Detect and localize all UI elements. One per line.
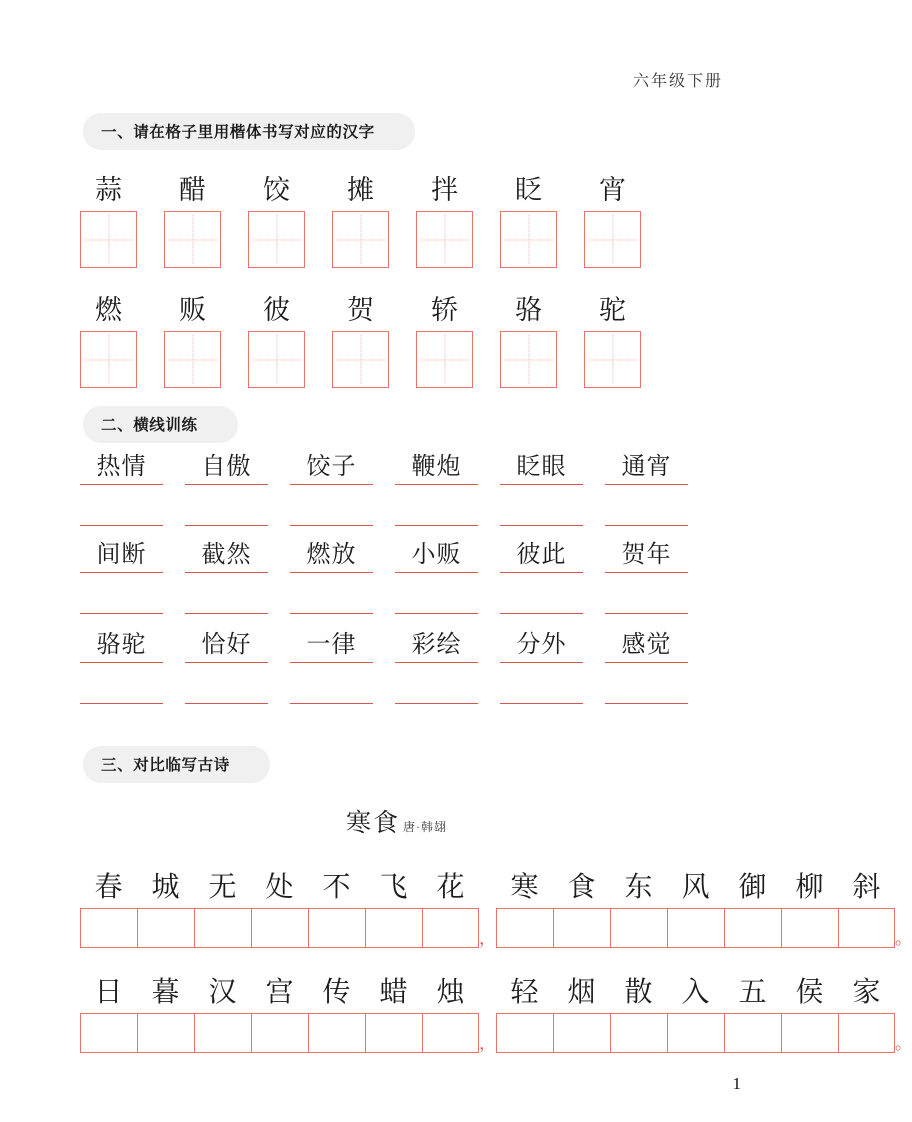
poem-write-cell[interactable] bbox=[667, 908, 724, 948]
word-underline bbox=[185, 484, 268, 485]
blank-cell[interactable] bbox=[290, 613, 373, 614]
blank-underline bbox=[290, 525, 373, 526]
poem-glyph: 飞 bbox=[379, 872, 408, 903]
blank-cell[interactable] bbox=[80, 703, 163, 704]
blank-underline bbox=[500, 703, 583, 704]
tianzige-box[interactable] bbox=[80, 331, 137, 388]
blank-underline bbox=[80, 613, 163, 614]
poem-glyph: 日 bbox=[94, 977, 123, 1008]
word-line-group-2 bbox=[80, 540, 700, 614]
blank-cell[interactable] bbox=[395, 613, 478, 614]
practice-box-row bbox=[80, 211, 641, 268]
word-text: 贺年 bbox=[621, 542, 672, 568]
blank-cell[interactable] bbox=[290, 525, 373, 526]
word-text: 截然 bbox=[201, 542, 252, 568]
tianzige-box[interactable] bbox=[332, 331, 389, 388]
poem-write-cell[interactable] bbox=[365, 908, 422, 948]
section-heading-grid-writing: 一、请在格子里用楷体书写对应的汉字 bbox=[83, 113, 415, 150]
poem-title-block bbox=[0, 803, 793, 839]
tianzige-box[interactable] bbox=[584, 331, 641, 388]
poem-line-1 bbox=[80, 858, 912, 948]
poem-write-cell[interactable] bbox=[496, 1013, 553, 1053]
poem-glyph: 寒 bbox=[510, 872, 539, 903]
poem-glyph: 烟 bbox=[567, 977, 596, 1008]
blank-underline bbox=[605, 525, 688, 526]
poem-glyph-row bbox=[80, 858, 912, 902]
character-cue: 蒜 bbox=[95, 175, 122, 205]
word-underline bbox=[290, 662, 373, 663]
poem-write-cell[interactable] bbox=[724, 908, 781, 948]
poem-write-cell[interactable] bbox=[724, 1013, 781, 1053]
blank-underline bbox=[80, 703, 163, 704]
poem-glyph: 烛 bbox=[436, 977, 465, 1008]
grid-row-group-1 bbox=[80, 162, 641, 268]
word-line-group-3 bbox=[80, 630, 700, 704]
word-text: 一律 bbox=[306, 632, 357, 658]
word-text: 通宵 bbox=[621, 454, 672, 480]
blank-underline bbox=[185, 613, 268, 614]
character-cue: 摊 bbox=[347, 175, 374, 205]
blank-underline bbox=[290, 703, 373, 704]
word-cell bbox=[500, 540, 583, 573]
character-cue: 眨 bbox=[515, 175, 542, 205]
poem-punctuation-period: 。 bbox=[895, 929, 912, 948]
poem-glyph: 蜡 bbox=[379, 977, 408, 1008]
poem-write-cell[interactable] bbox=[781, 1013, 838, 1053]
poem-boxes-first bbox=[80, 908, 479, 948]
poem-title: 寒食 bbox=[345, 810, 400, 837]
word-cell bbox=[80, 540, 163, 573]
poem-write-cell[interactable] bbox=[308, 1013, 365, 1053]
word-underline bbox=[395, 662, 478, 663]
poem-glyph: 家 bbox=[852, 977, 881, 1008]
word-text: 鞭炮 bbox=[411, 454, 462, 480]
word-cell bbox=[395, 452, 478, 485]
word-cell bbox=[185, 540, 268, 573]
word-cell bbox=[290, 540, 373, 573]
tianzige-box[interactable] bbox=[164, 331, 221, 388]
word-cell bbox=[185, 452, 268, 485]
word-cell bbox=[80, 630, 163, 663]
poem-write-cell[interactable] bbox=[610, 1013, 667, 1053]
poem-write-cell[interactable] bbox=[194, 908, 251, 948]
blank-cell[interactable] bbox=[185, 525, 268, 526]
poem-write-cell[interactable] bbox=[838, 1013, 895, 1053]
word-cell bbox=[290, 630, 373, 663]
poem-half-glyphs-second bbox=[496, 979, 895, 1007]
poem-glyph: 东 bbox=[624, 872, 653, 903]
word-cell bbox=[185, 630, 268, 663]
poem-glyph: 散 bbox=[624, 977, 653, 1008]
character-cue-row bbox=[80, 162, 641, 204]
blank-underline bbox=[605, 703, 688, 704]
poem-half-glyphs-second bbox=[496, 874, 895, 902]
blank-cell[interactable] bbox=[80, 613, 163, 614]
poem-glyph: 传 bbox=[322, 977, 351, 1008]
poem-write-cell[interactable] bbox=[496, 908, 553, 948]
word-text: 自傲 bbox=[201, 454, 252, 480]
poem-glyph: 不 bbox=[322, 872, 351, 903]
word-text: 彼此 bbox=[516, 542, 567, 568]
word-text: 小贩 bbox=[411, 542, 462, 568]
word-cell bbox=[80, 452, 163, 485]
blank-underline bbox=[185, 703, 268, 704]
poem-write-cell[interactable] bbox=[365, 1013, 422, 1053]
blank-underline bbox=[80, 525, 163, 526]
word-cell bbox=[605, 540, 688, 573]
character-cue: 骆 bbox=[515, 295, 542, 325]
poem-punctuation-comma: ， bbox=[479, 929, 496, 948]
tianzige-box[interactable] bbox=[500, 331, 557, 388]
word-underline bbox=[395, 484, 478, 485]
poem-glyph: 入 bbox=[681, 977, 710, 1008]
poem-boxes-first bbox=[80, 1013, 479, 1053]
poem-write-cell[interactable] bbox=[308, 908, 365, 948]
blank-cell[interactable] bbox=[605, 703, 688, 704]
blank-practice-row bbox=[80, 703, 700, 704]
blank-cell[interactable] bbox=[500, 613, 583, 614]
word-underline bbox=[605, 572, 688, 573]
word-cell bbox=[500, 452, 583, 485]
word-text: 热情 bbox=[96, 454, 147, 480]
practice-box-row bbox=[80, 331, 641, 388]
blank-underline bbox=[395, 703, 478, 704]
blank-cell[interactable] bbox=[185, 613, 268, 614]
word-row bbox=[80, 630, 700, 663]
word-underline bbox=[80, 484, 163, 485]
poem-glyph: 轻 bbox=[510, 977, 539, 1008]
word-text: 分外 bbox=[516, 632, 567, 658]
poem-glyph: 无 bbox=[208, 872, 237, 903]
word-underline bbox=[605, 484, 688, 485]
word-underline bbox=[185, 662, 268, 663]
poem-punctuation-period: 。 bbox=[895, 1034, 912, 1053]
poem-write-cell[interactable] bbox=[553, 1013, 610, 1053]
poem-glyph: 春 bbox=[94, 872, 123, 903]
poem-boxes-second bbox=[496, 908, 895, 948]
poem-glyph: 暮 bbox=[151, 977, 180, 1008]
poem-glyph: 食 bbox=[567, 872, 596, 903]
character-cue: 轿 bbox=[431, 295, 458, 325]
poem-write-cell[interactable] bbox=[667, 1013, 724, 1053]
tianzige-box[interactable] bbox=[416, 211, 473, 268]
blank-practice-row bbox=[80, 613, 700, 614]
word-underline bbox=[80, 662, 163, 663]
tianzige-box[interactable] bbox=[248, 211, 305, 268]
section-heading-line-training: 二、横线训练 bbox=[83, 406, 238, 443]
poem-box-row bbox=[80, 908, 912, 948]
poem-write-cell[interactable] bbox=[80, 1013, 137, 1053]
poem-glyph: 风 bbox=[681, 872, 710, 903]
word-line-group-1 bbox=[80, 452, 700, 526]
tianzige-box[interactable] bbox=[584, 211, 641, 268]
poem-write-cell[interactable] bbox=[610, 908, 667, 948]
word-cell bbox=[605, 630, 688, 663]
word-cell bbox=[605, 452, 688, 485]
blank-underline bbox=[395, 525, 478, 526]
poem-glyph: 柳 bbox=[795, 872, 824, 903]
word-text: 彩绘 bbox=[411, 632, 462, 658]
blank-practice-row bbox=[80, 525, 700, 526]
word-text: 燃放 bbox=[306, 542, 357, 568]
poem-glyph: 宫 bbox=[265, 977, 294, 1008]
poem-glyph: 斜 bbox=[852, 872, 881, 903]
blank-cell[interactable] bbox=[80, 525, 163, 526]
poem-glyph: 花 bbox=[436, 872, 465, 903]
character-cue: 宵 bbox=[599, 175, 626, 205]
blank-underline bbox=[500, 525, 583, 526]
blank-cell[interactable] bbox=[395, 703, 478, 704]
blank-cell[interactable] bbox=[605, 613, 688, 614]
poem-write-cell[interactable] bbox=[137, 1013, 194, 1053]
poem-boxes-second bbox=[496, 1013, 895, 1053]
word-text: 骆驼 bbox=[96, 632, 147, 658]
poem-box-row bbox=[80, 1013, 912, 1053]
poem-glyph: 五 bbox=[738, 977, 767, 1008]
grade-label: 六年级下册 bbox=[632, 73, 723, 90]
character-cue: 燃 bbox=[95, 295, 122, 325]
section-heading-poem-copying: 三、对比临写古诗 bbox=[83, 746, 270, 783]
poem-author: 唐·韩翃 bbox=[403, 820, 447, 834]
character-cue: 醋 bbox=[179, 175, 206, 205]
word-cell bbox=[395, 630, 478, 663]
tianzige-box[interactable] bbox=[80, 211, 137, 268]
character-cue-row bbox=[80, 282, 641, 324]
tianzige-box[interactable] bbox=[416, 331, 473, 388]
blank-underline bbox=[500, 613, 583, 614]
page-number: 1 bbox=[732, 1074, 741, 1093]
word-underline bbox=[500, 662, 583, 663]
word-underline bbox=[290, 572, 373, 573]
word-text: 感觉 bbox=[621, 632, 672, 658]
character-cue: 饺 bbox=[263, 175, 290, 205]
word-underline bbox=[500, 572, 583, 573]
tianzige-box[interactable] bbox=[332, 211, 389, 268]
poem-write-cell[interactable] bbox=[251, 908, 308, 948]
tianzige-box[interactable] bbox=[500, 211, 557, 268]
poem-half-glyphs-first bbox=[80, 874, 479, 902]
blank-cell[interactable] bbox=[500, 703, 583, 704]
blank-cell[interactable] bbox=[185, 703, 268, 704]
word-cell bbox=[500, 630, 583, 663]
word-text: 间断 bbox=[96, 542, 147, 568]
tianzige-box[interactable] bbox=[248, 331, 305, 388]
character-cue: 彼 bbox=[263, 295, 290, 325]
poem-write-cell[interactable] bbox=[781, 908, 838, 948]
character-cue: 拌 bbox=[431, 175, 458, 205]
blank-underline bbox=[395, 613, 478, 614]
word-underline bbox=[395, 572, 478, 573]
word-text: 恰好 bbox=[201, 632, 252, 658]
blank-underline bbox=[290, 613, 373, 614]
poem-glyph: 汉 bbox=[208, 977, 237, 1008]
blank-cell[interactable] bbox=[395, 525, 478, 526]
word-underline bbox=[500, 484, 583, 485]
blank-cell[interactable] bbox=[605, 525, 688, 526]
poem-glyph: 侯 bbox=[795, 977, 824, 1008]
poem-write-cell[interactable] bbox=[80, 908, 137, 948]
poem-write-cell[interactable] bbox=[137, 908, 194, 948]
poem-half-glyphs-first bbox=[80, 979, 479, 1007]
poem-punctuation-comma: ， bbox=[479, 1034, 496, 1053]
poem-write-cell[interactable] bbox=[838, 908, 895, 948]
word-text: 眨眼 bbox=[516, 454, 567, 480]
poem-glyph: 处 bbox=[265, 872, 294, 903]
word-underline bbox=[80, 572, 163, 573]
word-cell bbox=[290, 452, 373, 485]
word-underline bbox=[185, 572, 268, 573]
tianzige-box[interactable] bbox=[164, 211, 221, 268]
poem-write-cell[interactable] bbox=[553, 908, 610, 948]
word-row bbox=[80, 452, 700, 485]
poem-write-cell[interactable] bbox=[194, 1013, 251, 1053]
poem-write-cell[interactable] bbox=[422, 908, 479, 948]
word-text: 饺子 bbox=[306, 454, 357, 480]
blank-underline bbox=[185, 525, 268, 526]
blank-underline bbox=[605, 613, 688, 614]
character-cue: 贩 bbox=[179, 295, 206, 325]
word-row bbox=[80, 540, 700, 573]
poem-glyph-row bbox=[80, 963, 912, 1007]
character-cue: 贺 bbox=[347, 295, 374, 325]
poem-write-cell[interactable] bbox=[251, 1013, 308, 1053]
poem-glyph: 城 bbox=[151, 872, 180, 903]
poem-write-cell[interactable] bbox=[422, 1013, 479, 1053]
character-cue: 驼 bbox=[599, 295, 626, 325]
poem-line-2 bbox=[80, 963, 912, 1053]
poem-glyph: 御 bbox=[738, 872, 767, 903]
grid-row-group-2 bbox=[80, 282, 641, 388]
word-underline bbox=[605, 662, 688, 663]
word-underline bbox=[290, 484, 373, 485]
blank-cell[interactable] bbox=[290, 703, 373, 704]
word-cell bbox=[395, 540, 478, 573]
blank-cell[interactable] bbox=[500, 525, 583, 526]
